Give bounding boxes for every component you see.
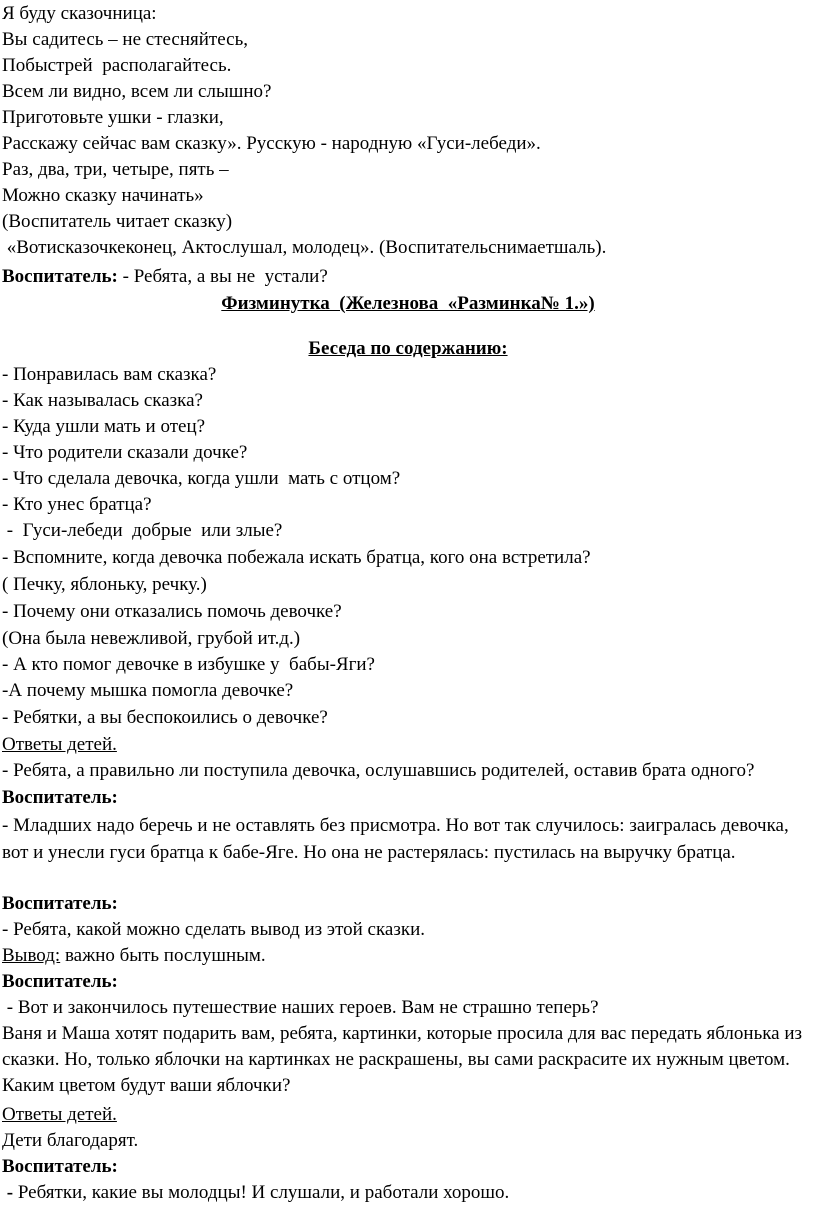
intro-line-2: Вы садитесь – не стесняйтесь, — [2, 29, 248, 50]
question-11: (Она была невежливой, грубой ит.д.) — [2, 628, 301, 649]
question-6: - Кто унес братца? — [2, 494, 152, 515]
conclusion-label: Вывод: — [2, 945, 61, 966]
question-9: ( Печку, яблоньку, речку.) — [2, 574, 207, 595]
intro-line-3: Побыстрей располагайтесь. — [2, 55, 232, 76]
intro-line-10: «Вотисказочкеконец, Актослушал, молодец». (Воспитательснимаетшаль). — [2, 237, 607, 258]
teacher-label-2: Воспитатель: — [2, 787, 118, 808]
question-conclusion: - Ребята, какой можно сделать вывод из этой сказки. — [2, 919, 426, 940]
question-4: - Что родители сказали дочке? — [2, 442, 248, 463]
teacher-question-text: - Ребята, а вы не устали? — [117, 266, 328, 287]
final-line — [2, 1180, 812, 1206]
intro-line-9: (Воспитатель читает сказку) — [2, 211, 233, 232]
intro-line-6: Расскажу сейчас вам сказку». Русскую - народную «Гуси-лебеди». — [2, 133, 541, 154]
fizminutka-title: Физминутка (Железнова «Разминка№ 1.») — [221, 293, 595, 314]
question-12: - А кто помог девочке в избушке у бабы-Яги? — [2, 654, 375, 675]
question-brother: - Ребята, а правильно ли поступила девочка, ослушавшись родителей, оставив брата одного? — [2, 760, 755, 781]
question-3: - Куда ушли мать и отец? — [2, 416, 206, 437]
intro-line-4: Всем ли видно, всем ли слышно? — [2, 81, 272, 102]
teacher-question-1 — [2, 264, 812, 290]
intro-line-8: Можно сказку начинать» — [2, 185, 204, 206]
question-13: -А почему мышка помогла девочке? — [2, 680, 294, 701]
conclusion-line — [2, 943, 812, 969]
final-dash: - — [2, 1182, 18, 1203]
teacher-label-3: Воспитатель: — [2, 893, 118, 914]
question-5: - Что сделала девочка, когда ушли мать с отцом? — [2, 468, 401, 489]
teacher-label-4: Воспитатель: — [2, 971, 118, 992]
question-2: - Как называлась сказка? — [2, 390, 203, 411]
question-14: - Ребятки, а вы беспокоились о девочке? — [2, 707, 328, 728]
question-8: - Вспомните, когда девочка побежала искать братца, кого она встретила? — [2, 547, 591, 568]
intro-line-5: Приготовьте ушки - глазки, — [2, 107, 224, 128]
intro-line-1: Я буду сказочница: — [2, 3, 157, 24]
teacher-label-5: Воспитатель: — [2, 1156, 118, 1177]
journey-end: - Вот и закончилось путешествие наших героев. Вам не страшно теперь? — [2, 997, 599, 1018]
question-1: - Понравилась вам сказка? — [2, 364, 217, 385]
conversation-title: Беседа по содержанию: — [308, 338, 508, 359]
children-thank: Дети благодарят. — [2, 1130, 139, 1151]
final-text: Ребятки, какие вы молодцы! И слушали, и работали хорошо. — [17, 1182, 510, 1203]
conclusion-text: важно быть послушным. — [60, 945, 266, 966]
teacher-label: Воспитатель: — [2, 266, 118, 287]
answers-label-1: Ответы детей. — [2, 734, 117, 755]
question-7: - Гуси-лебеди добрые или злые? — [2, 520, 283, 541]
answers-label-2: Ответы детей. — [2, 1104, 117, 1125]
intro-line-7: Раз, два, три, четыре, пять – — [2, 159, 229, 180]
paragraph-younger: - Младших надо беречь и не оставлять без присмотра. Но вот так случилось: заигралась девочка, вот и унесли гуси братца к бабе-Яге. Но она не растерялась: пустилась на выручку братца. — [2, 815, 789, 863]
paragraph-pictures: Ваня и Маша хотят подарить вам, ребята, картинки, которые просила для вас передать яблонька из сказки. Но, только яблочки на картинках не раскрашены, вы сами раскрасите их нужным цветом. Каким цветом будут ваши яблочки? — [2, 1023, 803, 1096]
question-10: - Почему они отказались помочь девочке? — [2, 601, 342, 622]
